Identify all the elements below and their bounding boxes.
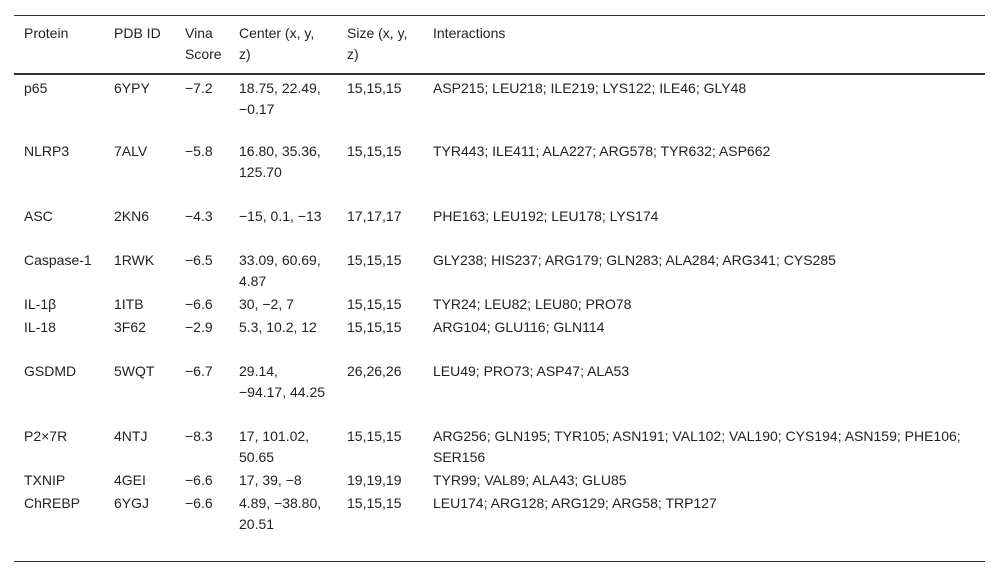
- cell-size: 15,15,15: [347, 143, 402, 159]
- cell-interactions: GLY238; HIS237; ARG179; GLN283; ALA284; ARG341; CYS285: [433, 252, 836, 268]
- cell-protein: ASC: [24, 208, 53, 224]
- cell-size: 15,15,15: [347, 80, 402, 96]
- cell-center: 16.80, 35.36, 125.70: [239, 143, 321, 180]
- table-body: [14, 74, 985, 561]
- cell-interactions: TYR443; ILE411; ALA227; ARG578; TYR632; ASP662: [433, 143, 771, 159]
- cell-protein: TXNIP: [24, 472, 66, 488]
- cell-center: 4.89, −38.80, 20.51: [239, 495, 322, 532]
- cell-center: 17, 39, −8: [239, 472, 302, 488]
- cell-protein: P2×7R: [24, 428, 68, 444]
- cell-vina-score: −6.6: [185, 495, 213, 511]
- header-protein: Protein: [24, 25, 69, 41]
- cell-center: 17, 101.02, 50.65: [239, 428, 310, 465]
- cell-vina-score: −6.5: [185, 252, 213, 268]
- cell-interactions: LEU49; PRO73; ASP47; ALA53: [433, 363, 630, 379]
- cell-pdb-id: 1RWK: [114, 252, 155, 268]
- cell-pdb-id: 7ALV: [114, 143, 148, 159]
- cell-center: 18.75, 22.49, −0.17: [239, 80, 321, 117]
- cell-protein: p65: [24, 80, 48, 96]
- cell-pdb-id: 6YGJ: [114, 495, 150, 511]
- cell-center: 29.14, −94.17, 44.25: [239, 363, 326, 400]
- cell-size: 17,17,17: [347, 208, 402, 224]
- cell-vina-score: −8.3: [185, 428, 213, 444]
- cell-interactions: ARG104; GLU116; GLN114: [433, 319, 605, 335]
- table-row: [14, 316, 985, 360]
- cell-pdb-id: 4GEI: [114, 472, 146, 488]
- table-row: [14, 74, 985, 140]
- cell-size: 15,15,15: [347, 319, 402, 335]
- cell-protein: IL-1β: [24, 296, 57, 312]
- cell-protein: NLRP3: [24, 143, 70, 159]
- cell-vina-score: −6.7: [185, 363, 213, 379]
- cell-protein: GSDMD: [24, 363, 77, 379]
- table-row: [14, 360, 985, 425]
- header-size: Size (x, y, z): [347, 25, 408, 62]
- cell-vina-score: −6.6: [185, 296, 213, 312]
- cell-interactions: TYR24; LEU82; LEU80; PRO78: [433, 296, 632, 312]
- header-interactions: Interactions: [433, 25, 506, 41]
- table-row: [14, 293, 985, 316]
- cell-interactions: ASP215; LEU218; ILE219; LYS122; ILE46; GLY48: [433, 80, 747, 96]
- cell-vina-score: −6.6: [185, 472, 213, 488]
- table-row: [14, 469, 985, 492]
- cell-protein: IL-18: [24, 319, 56, 335]
- docking-results-table: [14, 15, 985, 562]
- header-center: Center (x, y, z): [239, 25, 315, 62]
- cell-size: 15,15,15: [347, 495, 402, 511]
- header-row: [14, 16, 985, 75]
- cell-size: 19,19,19: [347, 472, 402, 488]
- cell-vina-score: −7.2: [185, 80, 213, 96]
- cell-size: 15,15,15: [347, 296, 402, 312]
- table-row: [14, 205, 985, 249]
- cell-pdb-id: 2KN6: [114, 208, 150, 224]
- cell-interactions: PHE163; LEU192; LEU178; LYS174: [433, 208, 659, 224]
- table-row: [14, 140, 985, 205]
- cell-center: 33.09, 60.69, 4.87: [239, 252, 321, 289]
- cell-vina-score: −5.8: [185, 143, 213, 159]
- cell-pdb-id: 4NTJ: [114, 428, 148, 444]
- cell-size: 15,15,15: [347, 252, 402, 268]
- cell-vina-score: −2.9: [185, 319, 213, 335]
- header-pdb-id: PDB ID: [114, 25, 161, 41]
- cell-protein: Caspase-1: [24, 252, 92, 268]
- cell-pdb-id: 3F62: [114, 319, 146, 335]
- table-row: [14, 425, 985, 469]
- cell-size: 26,26,26: [347, 363, 402, 379]
- cell-size: 15,15,15: [347, 428, 402, 444]
- cell-center: 30, −2, 7: [239, 296, 294, 312]
- table-row: [14, 249, 985, 293]
- table-row: [14, 492, 985, 561]
- cell-vina-score: −4.3: [185, 208, 213, 224]
- cell-pdb-id: 6YPY: [114, 80, 150, 96]
- cell-pdb-id: 1ITB: [114, 296, 144, 312]
- cell-protein: ChREBP: [24, 495, 81, 511]
- cell-center: 5.3, 10.2, 12: [239, 319, 317, 335]
- cell-center: −15, 0.1, −13: [239, 208, 322, 224]
- docking-table-container: [14, 15, 985, 562]
- cell-interactions: TYR99; VAL89; ALA43; GLU85: [433, 472, 627, 488]
- cell-interactions: LEU174; ARG128; ARG129; ARG58; TRP127: [433, 495, 717, 511]
- cell-pdb-id: 5WQT: [114, 363, 155, 379]
- table-header: [14, 16, 985, 75]
- header-vina-score: Vina Score: [185, 25, 222, 62]
- cell-interactions: ARG256; GLN195; TYR105; ASN191; VAL102; VAL190; CYS194; ASN159; PHE106; SER156: [433, 428, 961, 465]
